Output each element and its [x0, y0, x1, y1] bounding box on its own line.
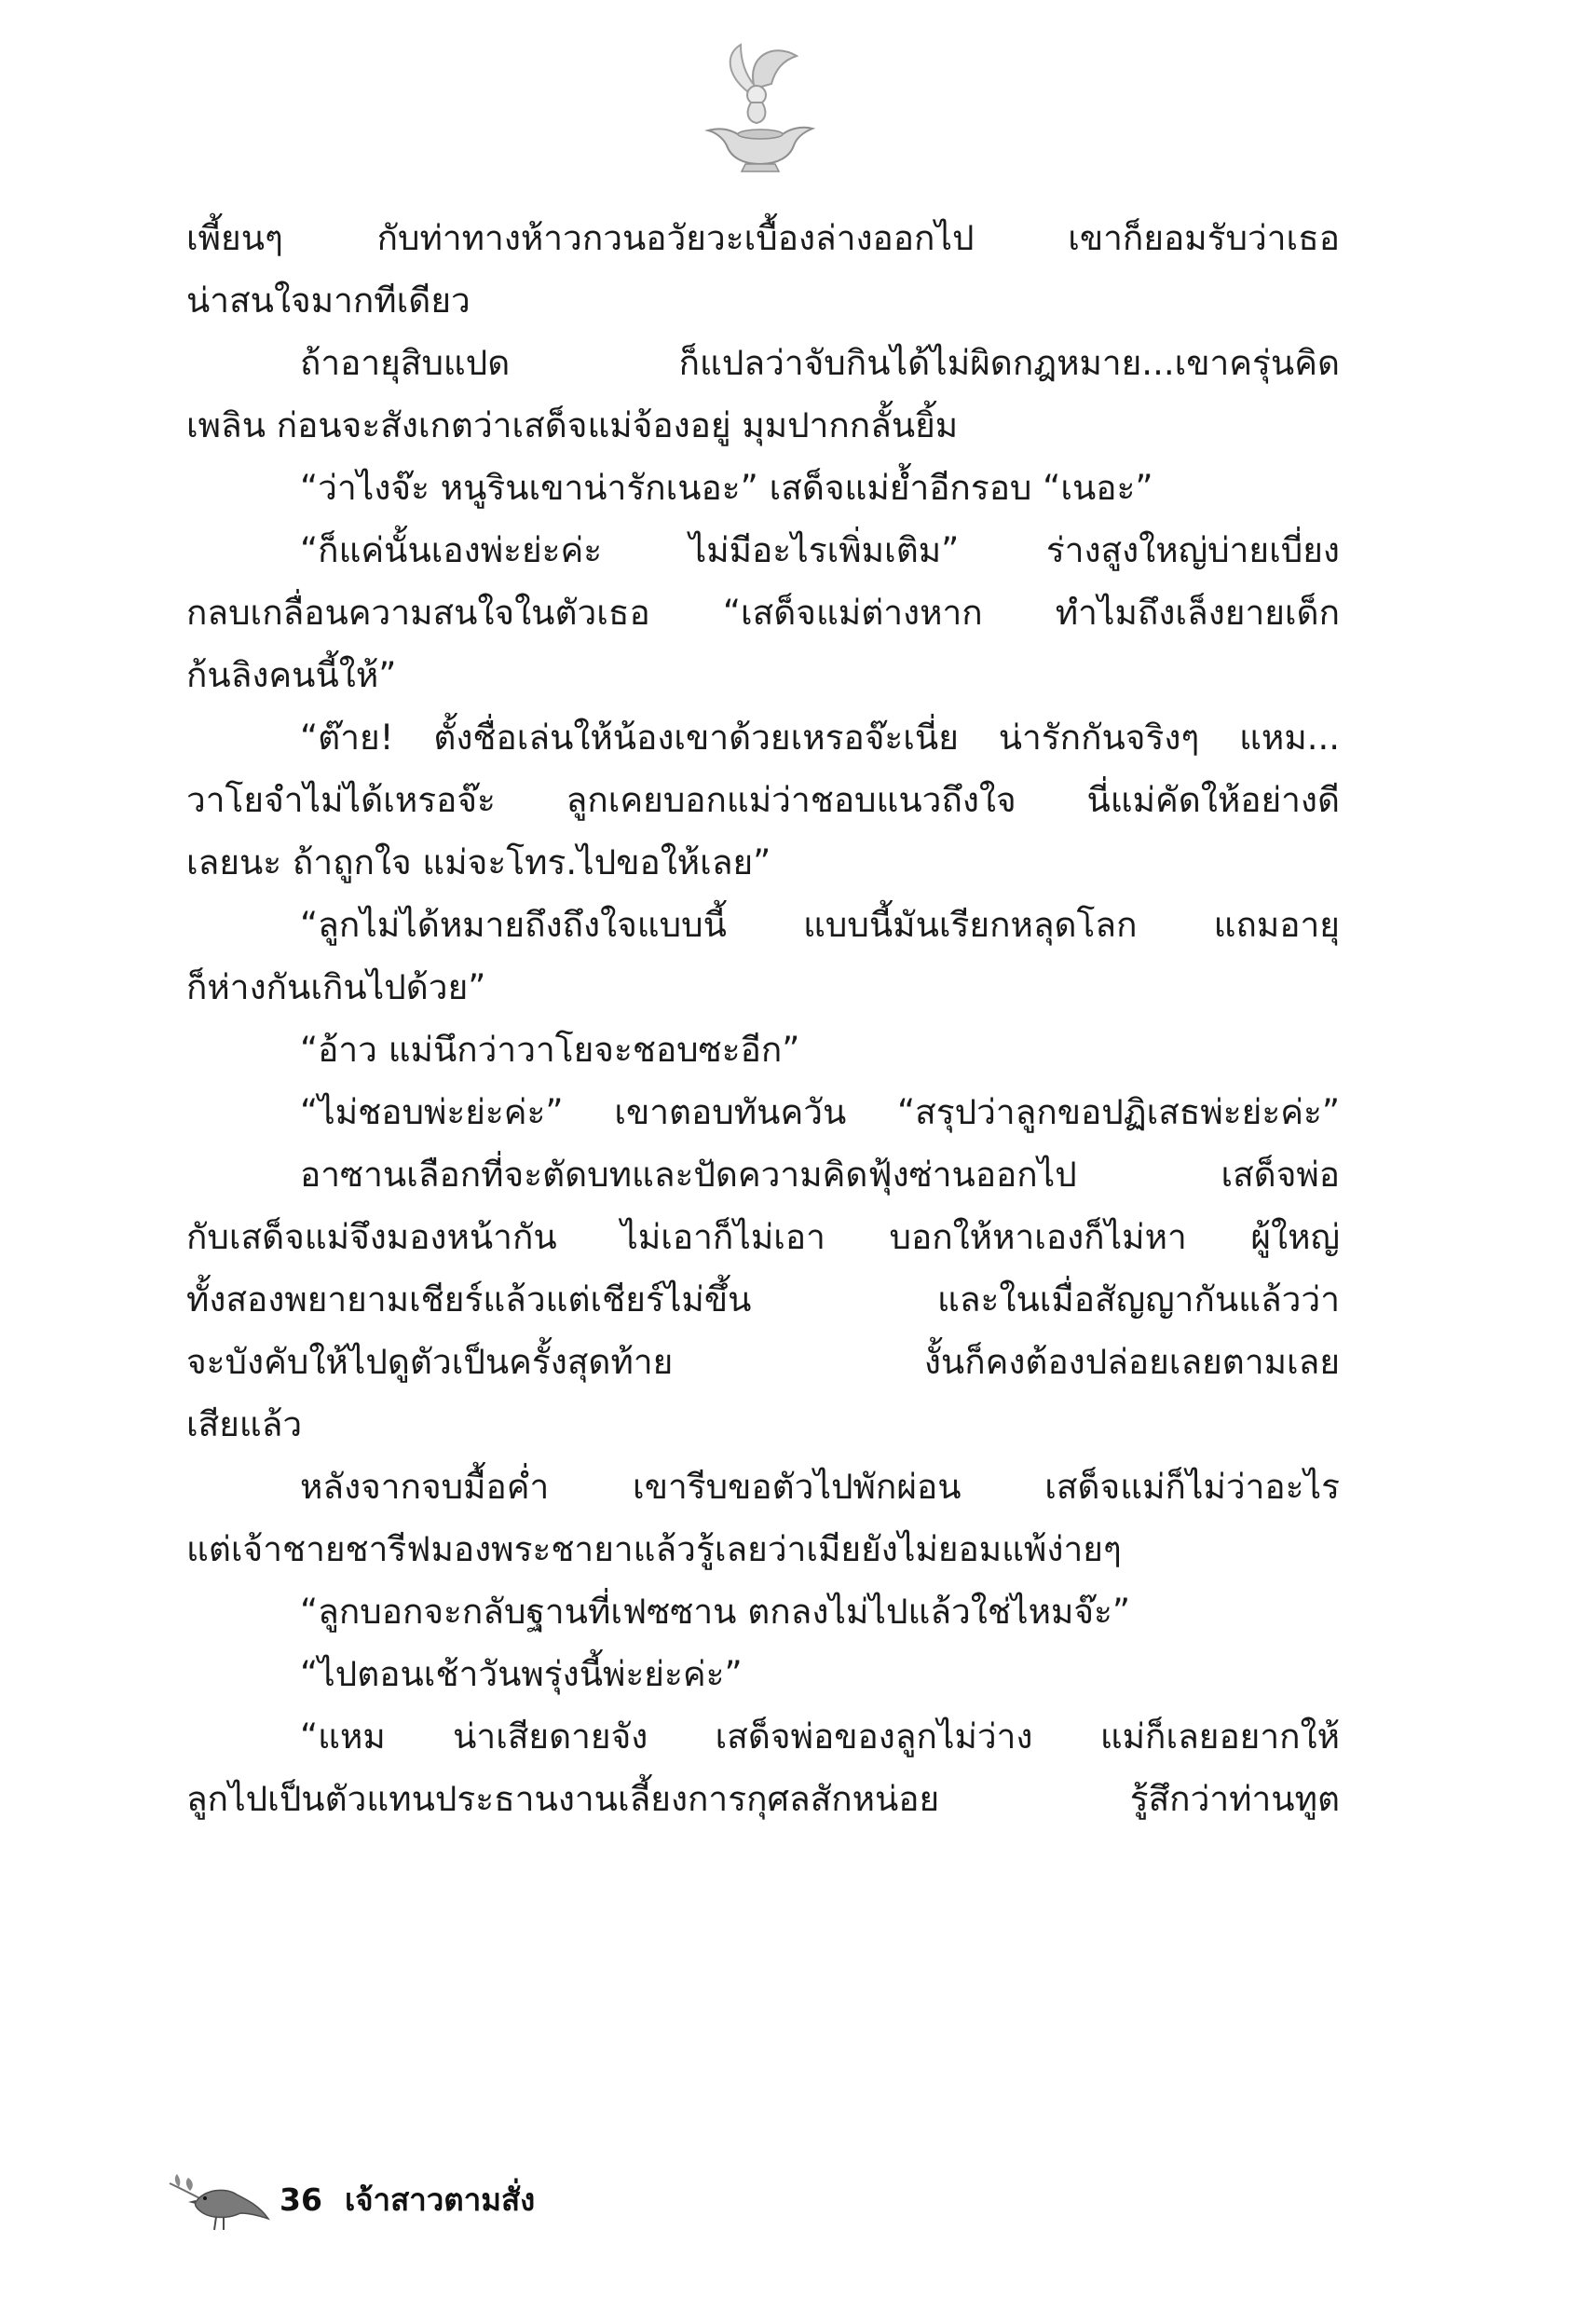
text-line: ลูกไปเป็นตัวแทนประธานงานเลี้ยงการกุศลสักหน่อย รู้สึกว่าท่านทูต	[186, 1779, 1340, 1819]
text-line: เสียแล้ว	[186, 1404, 303, 1444]
text-line: แต่เจ้าชายชารีฟมองพระชายาแล้วรู้เลยว่าเมียยังไม่ยอมแพ้ง่ายๆ	[186, 1529, 1122, 1569]
text-line: “ไม่ชอบพ่ะย่ะค่ะ” เขาตอบทันควัน “สรุปว่าลูกขอปฏิเสธพ่ะย่ะค่ะ”	[300, 1092, 1340, 1132]
text-line: “ก็แค่นั้นเองพ่ะย่ะค่ะ ไม่มีอะไรเพิ่มเติม” ร่างสูงใหญ่บ่ายเบี่ยง	[300, 530, 1340, 570]
text-line: เพี้ยนๆ กับท่าทางห้าวกวนอวัยวะเบื้องล่างออกไป เขาก็ยอมรับว่าเธอ	[186, 218, 1340, 258]
bird-on-branch-icon	[168, 2165, 270, 2235]
text-line: เลยนะ ถ้าถูกใจ แม่จะโทร.ไปขอให้เลย”	[186, 842, 771, 882]
text-line: หลังจากจบมื้อค่ำ เขารีบขอตัวไปพักผ่อน เสด็จแม่ก็ไม่ว่าอะไร	[300, 1467, 1340, 1507]
text-line: กับเสด็จแม่จึงมองหน้ากัน ไม่เอาก็ไม่เอา บอกให้หาเองก็ไม่หา ผู้ใหญ่	[186, 1217, 1340, 1257]
text-line: ก้นลิงคนนี้ให้”	[186, 655, 397, 695]
text-line: ทั้งสองพยายามเชียร์แล้วแต่เชียร์ไม่ขึ้น และในเมื่อสัญญากันแล้วว่า	[186, 1279, 1340, 1320]
text-line: “ลูกไม่ได้หมายถึงถึงใจแบบนี้ แบบนี้มันเรียกหลุดโลก แถมอายุ	[300, 905, 1340, 945]
text-line: “แหม น่าเสียดายจัง เสด็จพ่อของลูกไม่ว่าง แม่ก็เลยอยากให้	[300, 1716, 1340, 1757]
text-line: น่าสนใจมากทีเดียว	[186, 280, 471, 321]
story-text	[186, 207, 1340, 1830]
text-line: จะบังคับให้ไปดูตัวเป็นครั้งสุดท้าย งั้นก็คงต้องปล่อยเลยตามเลย	[186, 1342, 1340, 1382]
text-line: เพลิน ก่อนจะสังเกตว่าเสด็จแม่จ้องอยู่ มุมปากกลั้นยิ้ม	[186, 405, 959, 445]
text-line: ถ้าอายุสิบแปด ก็แปลว่าจับกินได้ไม่ผิดกฎหมาย...เขาครุ่นคิด	[300, 343, 1340, 383]
text-line: “ต๊าย! ตั้งชื่อเล่นให้น้องเขาด้วยเหรอจ๊ะเนี่ย น่ารักกันจริงๆ แหม...	[300, 718, 1340, 758]
cupid-teapot-ornament-icon	[689, 37, 820, 177]
text-line: “ไปตอนเช้าวันพรุ่งนี้พ่ะย่ะค่ะ”	[300, 1654, 743, 1694]
book-title: เจ้าสาวตามสั่ง	[344, 2181, 536, 2218]
text-line: ก็ห่างกันเกินไปด้วย”	[186, 967, 486, 1007]
text-line: กลบเกลื่อนความสนใจในตัวเธอ “เสด็จแม่ต่างหาก ทำไมถึงเล็งยายเด็ก	[186, 593, 1340, 633]
page-footer	[168, 2162, 535, 2236]
text-line: อาซานเลือกที่จะตัดบทและปัดความคิดฟุ้งซ่านออกไป เสด็จพ่อ	[300, 1155, 1340, 1195]
page-number: 36	[280, 2181, 322, 2218]
text-line: “ลูกบอกจะกลับฐานที่เฟซซาน ตกลงไม่ไปแล้วใช่ไหมจ๊ะ”	[300, 1592, 1131, 1632]
text-line: “ว่าไงจ๊ะ หนูรินเขาน่ารักเนอะ” เสด็จแม่ย้ำอีกรอบ “เนอะ”	[300, 468, 1153, 508]
text-line: วาโยจำไม่ได้เหรอจ๊ะ ลูกเคยบอกแม่ว่าชอบแนวถึงใจ นี่แม่คัดให้อย่างดี	[186, 780, 1340, 820]
text-line: “อ้าว แม่นึกว่าวาโยจะชอบซะอีก”	[300, 1030, 800, 1070]
